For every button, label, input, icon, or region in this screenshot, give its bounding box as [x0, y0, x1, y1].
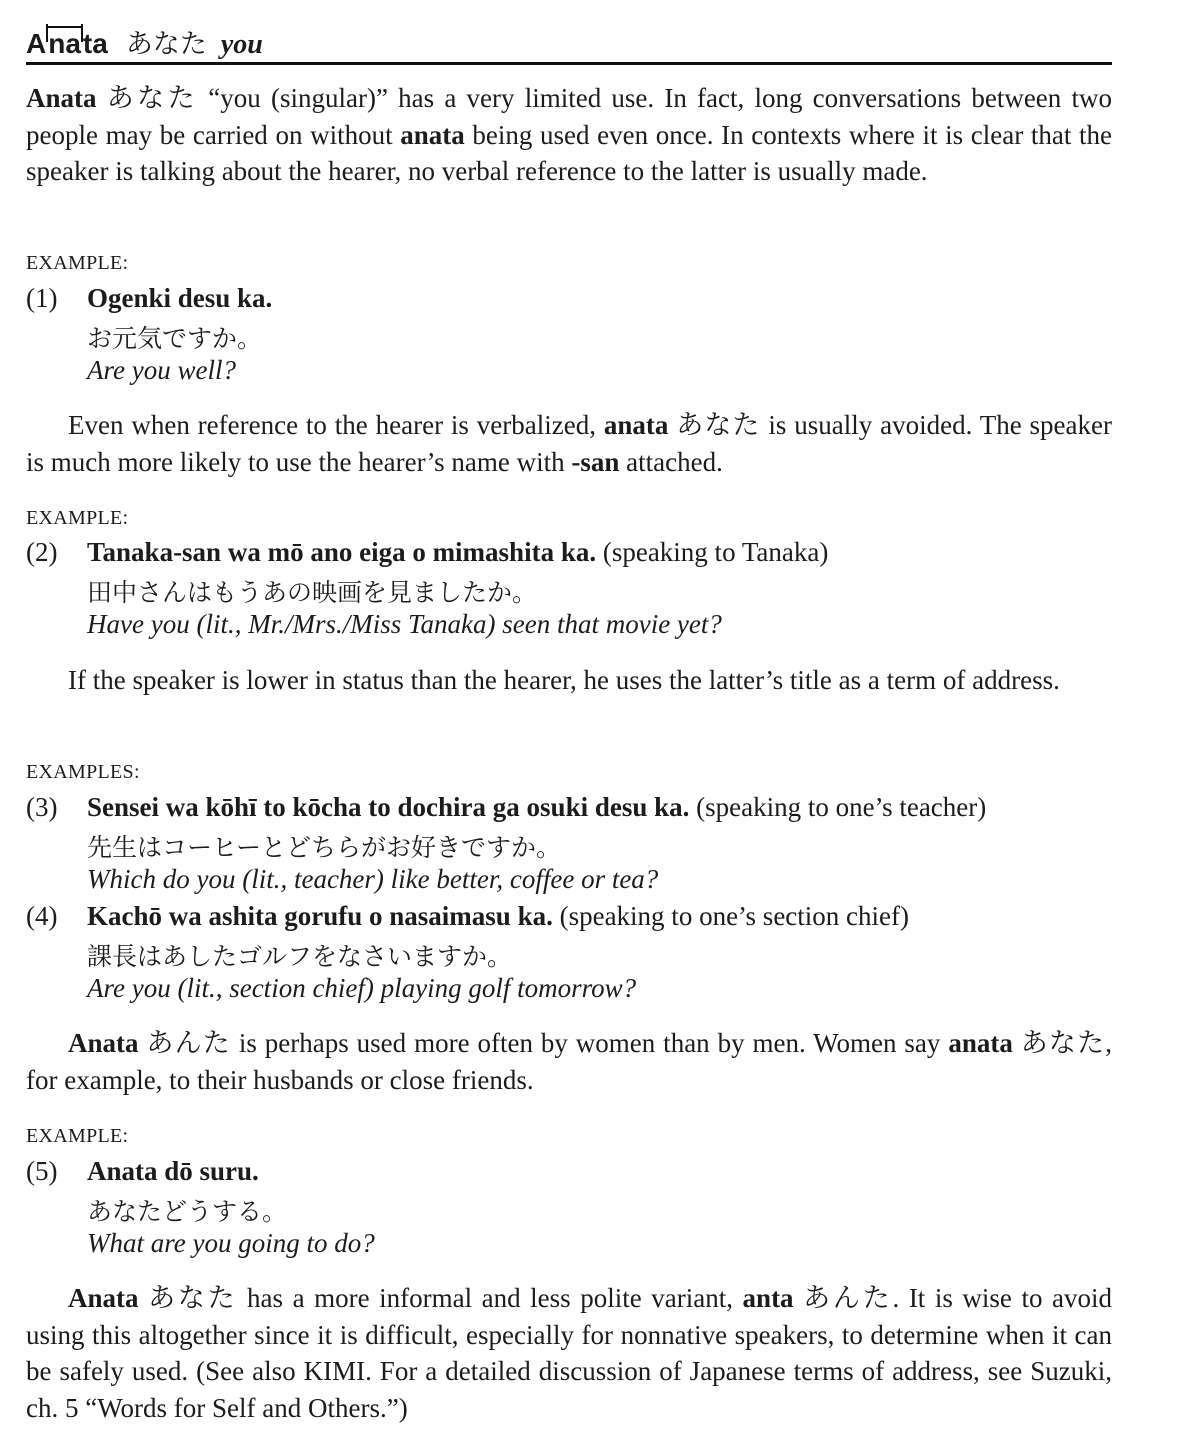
paragraph-text: あなた has a more informal and less polite variant, [138, 1283, 743, 1313]
example-number: (3) [26, 792, 58, 822]
paragraph-2 [26, 407, 1112, 480]
example-romaji [87, 537, 828, 568]
term-anata: anata [948, 1028, 1013, 1058]
romaji-text: Ogenki desu ka. [87, 283, 273, 313]
example-english: Are you (lit., section chief) playing golf tomorrow? [87, 973, 637, 1003]
example-label: EXAMPLES: [26, 761, 140, 783]
paragraph-5 [26, 1280, 1112, 1426]
example-number: (4) [26, 901, 58, 931]
romaji-text: Sensei wa kōhī to kōcha to dochira ga osuki desu ka. [87, 792, 690, 822]
paragraph-text: attached. [619, 446, 723, 477]
example-japanese: 田中さんはもうあの映画を見ましたか。 [87, 578, 538, 607]
example-english: Which do you (lit., teacher) like better, coffee or tea? [87, 864, 659, 894]
paragraph-3 [26, 662, 1112, 699]
romaji-text: Tanaka-san wa mō ano eiga o mimashita ka. [87, 537, 597, 567]
example-japanese: 課長はあしたゴルフをなさいますか。 [87, 942, 513, 971]
paragraph-text: あんた. It is wise to avoid using this altogether since it is difficult, especially for nonnative speakers, to determine when it can be safely used. (See also KIMI. For a detailed discussion of Japanese terms of address, see Suzuki, ch. 5 “Words for Self and Others.”) [26, 1283, 1113, 1423]
headword-kana: あなた [125, 29, 207, 60]
term-anta: anta [742, 1283, 794, 1313]
example-japanese: お元気ですか。 [87, 324, 263, 353]
headword-romaji [26, 28, 108, 59]
headword-syllable-na: na [48, 28, 81, 59]
example-japanese: あなたどうする。 [87, 1197, 288, 1226]
example-note: (speaking to one’s teacher) [689, 792, 987, 822]
paragraph-text: あなた is usually avoided. The speaker is much more likely to use the hearer’s name with [26, 410, 1112, 477]
example-label: EXAMPLE: [26, 252, 129, 274]
term-anata: Anata [26, 83, 97, 113]
paragraph-text: being used even once. In contexts where it is clear that the speaker is talking about the hearer, no verbal reference to the latter is usually made. [26, 119, 1112, 186]
example-romaji [87, 1156, 259, 1187]
headword-gloss: you [220, 29, 263, 60]
example-number: (5) [26, 1156, 58, 1186]
example-note: (speaking to one’s section chief) [552, 901, 909, 931]
paragraph-text: Even when reference to the hearer is verbalized, [68, 410, 604, 440]
term-anata: Anata [68, 1028, 139, 1058]
example-english: Have you (lit., Mr./Mrs./Miss Tanaka) seen that movie yet? [87, 609, 722, 639]
term-anata: anata [400, 119, 465, 150]
romaji-text: Anata dō suru. [87, 1156, 259, 1186]
example-romaji [87, 901, 909, 932]
paragraph-text: あなた “you (singular)” has a very limited use. In fact, long conversations between two people may be carried on without [26, 83, 1112, 150]
example-english: What are you going to do? [87, 1228, 375, 1258]
example-number: (2) [26, 537, 58, 567]
term-anata: Anata [68, 1283, 139, 1313]
paragraph-1 [26, 80, 1112, 190]
romaji-text: Kachō wa ashita gorufu o nasaimasu ka. [87, 901, 553, 931]
example-japanese: 先生はコーヒーとどちらがお好きですか。 [87, 833, 562, 862]
paragraph-text: あんた is perhaps used more often by women than by men. Women say [138, 1028, 949, 1058]
paragraph-text: あなた, for example, to their husbands or close friends. [26, 1028, 1113, 1095]
term-san: -san [571, 446, 620, 477]
entry-heading [26, 18, 1112, 65]
example-label: EXAMPLE: [26, 1125, 129, 1147]
headword-syllable-a: A [26, 28, 47, 59]
paragraph-4 [26, 1025, 1112, 1098]
example-romaji [87, 283, 272, 314]
paragraph-text: If the speaker is lower in status than the hearer, he uses the latter’s title as a term of address. [68, 665, 1060, 695]
headword-syllable-ta: ta [82, 28, 108, 59]
example-note: (speaking to Tanaka) [596, 537, 829, 567]
term-anata: anata [603, 410, 669, 440]
example-english: Are you well? [87, 355, 236, 385]
example-romaji [87, 792, 986, 823]
example-label: EXAMPLE: [26, 507, 129, 529]
example-number: (1) [26, 283, 58, 313]
